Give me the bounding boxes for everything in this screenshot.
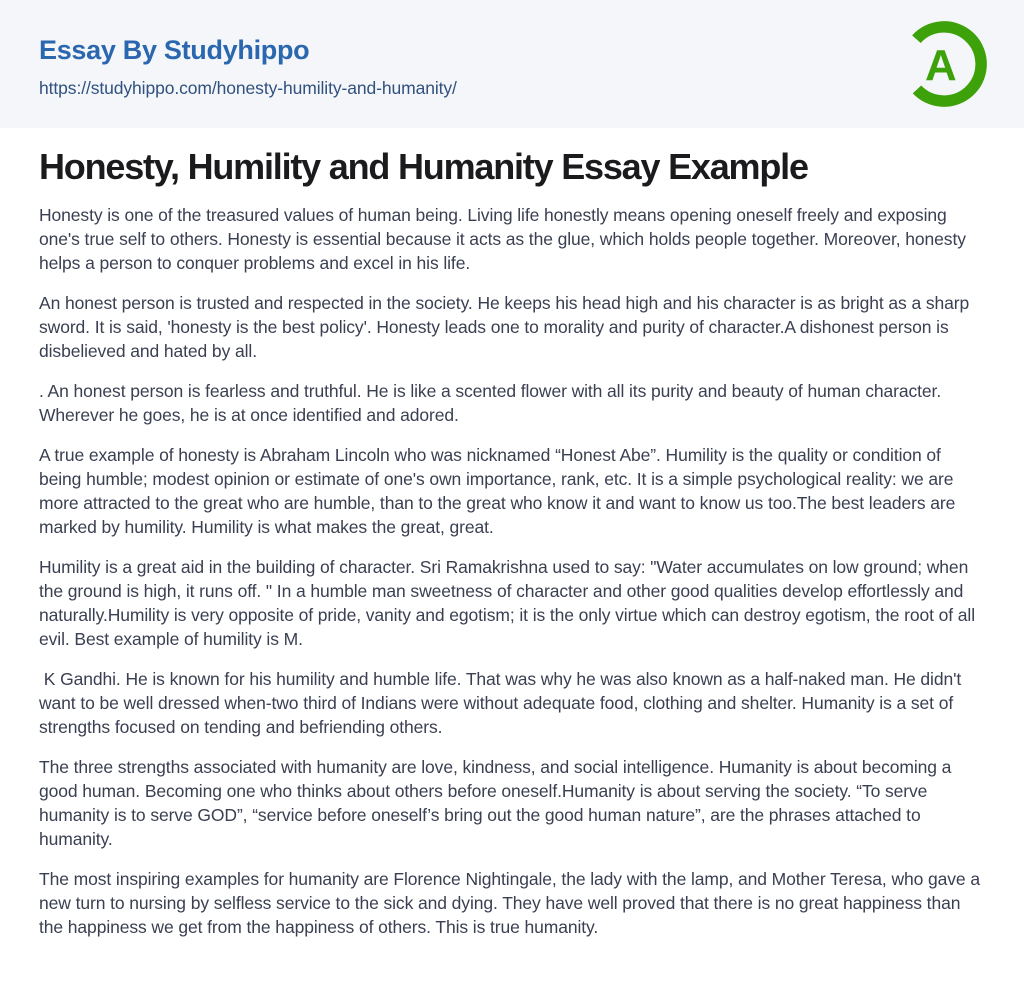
essay-paragraph: The most inspiring examples for humanity are Florence Nightingale, the lady with the lamp, and Mother Teresa, who gave a new turn to nursing by selfless service to the sick and dying. They have well proved that there is no great happiness than the happiness we get from the happiness of others. This is true humanity. — [39, 869, 985, 937]
source-url-link[interactable]: https://studyhippo.com/honesty-humility-and-humanity/ — [39, 78, 457, 98]
essay-paragraph: K Gandhi. He is known for his humility and humble life. That was why he was also known as a half-naked man. He didn't want to be well dressed when-two third of Indians were without adequate food, clothing and shelter. Humanity is a set of strengths focused on tending and befriending others. — [39, 669, 966, 737]
essay-paragraph: A true example of honesty is Abraham Lincoln who was nicknamed “Honest Abe”. Humility is the quality or condition of being humble; modest opinion or estimate of one's own importance, rank, etc. It is a simple psychological reality: we are more attracted to the great who are humble, than to the great who know it and want to know us too.The best leaders are marked by humility. Humility is what makes the great, great. — [39, 445, 961, 537]
essay-paragraph: Humility is a great aid in the building of character. Sri Ramakrishna used to say: "Water accumulates on low ground; when the ground is high, it runs off. " In a humble man sweetness of character and other good qualities develop effortlessly and naturally.Humility is very opposite of pride, vanity and egotism; it is the only virtue which can destroy egotism, the root of all evil. Best example of humility is M. — [39, 557, 980, 649]
logo-letter: A — [925, 41, 957, 91]
article-container — [0, 145, 1024, 939]
essay-paragraph: Honesty is one of the treasured values of human being. Living life honestly means opening oneself freely and exposing one's true self to others. Honesty is essential because it acts as the glue, which holds people together. Moreover, honesty helps a person to conquer problems and excel in his life. — [39, 205, 971, 273]
logo-arc-icon — [898, 16, 990, 112]
studyhippo-logo-icon — [898, 16, 990, 112]
header-text-block — [39, 29, 457, 99]
page-header — [0, 0, 1024, 128]
essay-paragraph: The three strengths associated with humanity are love, kindness, and social intelligence. Humanity is about becoming a good human. Becoming one who thinks about others before oneself.Humanity is about serving the society. “To serve humanity is to serve GOD”, “service before oneself’s bring out the good human nature”, are the phrases attached to humanity. — [39, 757, 957, 849]
site-title: Essay By Studyhippo — [39, 35, 310, 65]
article-title: Honesty, Humility and Humanity Essay Example — [39, 146, 808, 187]
essay-paragraphs — [39, 203, 985, 939]
essay-paragraph: . An honest person is fearless and truthful. He is like a scented flower with all its purity and beauty of human character. Wherever he goes, he is at once identified and adored. — [39, 381, 946, 425]
essay-paragraph: An honest person is trusted and respected in the society. He keeps his head high and his character is as bright as a sharp sword. It is said, 'honesty is the best policy'. Honesty leads one to morality and purity of character.A dishonest person is disbelieved and hated by all. — [39, 293, 974, 361]
